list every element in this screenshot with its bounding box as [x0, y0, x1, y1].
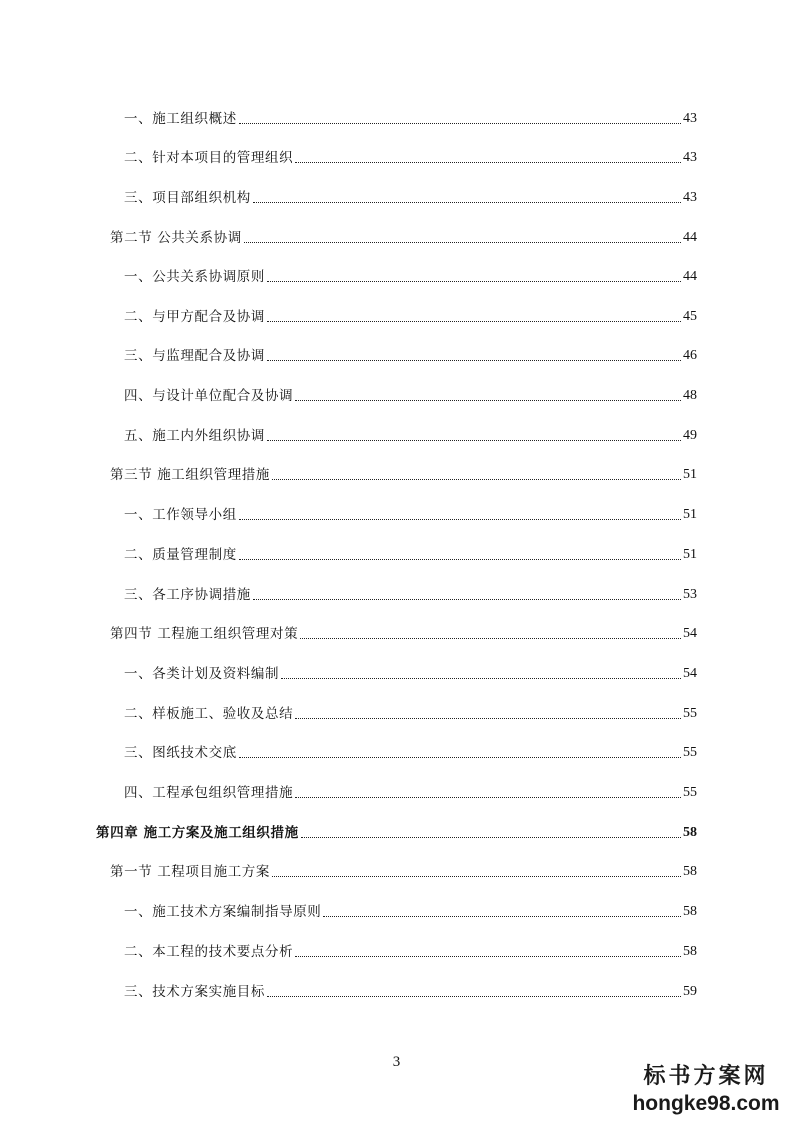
toc-entry-page: 51: [683, 547, 697, 562]
watermark-url: hongke98.com: [632, 1092, 780, 1115]
toc-leader-dots: [300, 638, 681, 639]
toc-leader-dots: [295, 718, 681, 719]
toc-entry[interactable]: [124, 738, 697, 762]
toc-entry-title: 一、各类计划及资料编制: [124, 666, 280, 682]
toc-entry[interactable]: [110, 619, 697, 643]
toc-entry-title: 二、本工程的技术要点分析: [124, 944, 294, 960]
toc-entry-title: 三、图纸技术交底: [124, 745, 237, 761]
toc-entry[interactable]: [110, 223, 697, 247]
toc-leader-dots: [295, 400, 681, 401]
toc-entry[interactable]: [124, 897, 697, 921]
toc-entry-page: 45: [683, 309, 697, 324]
toc-entry-page: 51: [683, 467, 697, 482]
watermark-title: 标书方案网: [643, 1063, 769, 1089]
toc-entry-page: 44: [683, 230, 697, 245]
toc-entry[interactable]: [96, 818, 697, 842]
toc-entry-page: 55: [683, 745, 697, 760]
toc-leader-dots: [295, 956, 681, 957]
toc-leader-dots: [253, 599, 681, 600]
toc-entry-title: 第二节 公共关系协调: [110, 230, 242, 246]
toc-entry[interactable]: [124, 937, 697, 961]
toc-entry[interactable]: [124, 183, 697, 207]
toc-leader-dots: [253, 202, 681, 203]
toc-entry[interactable]: [124, 104, 697, 128]
toc-entry-page: 58: [683, 825, 697, 840]
toc-entry-title: 三、项目部组织机构: [124, 190, 251, 206]
toc-entry[interactable]: [124, 421, 697, 445]
toc-entry-title: 四、与设计单位配合及协调: [124, 388, 294, 404]
toc-entry-page: 49: [683, 428, 697, 443]
toc-leader-dots: [281, 678, 681, 679]
toc-entry-title: 一、工作领导小组: [124, 507, 237, 523]
toc-entry-title: 四、工程承包组织管理措施: [124, 785, 294, 801]
toc-leader-dots: [267, 281, 681, 282]
toc-entry-title: 二、质量管理制度: [124, 547, 237, 563]
toc-entry-page: 44: [683, 269, 697, 284]
toc-entry-page: 53: [683, 587, 697, 602]
toc-leader-dots: [272, 479, 681, 480]
toc-entry-title: 三、与监理配合及协调: [124, 348, 265, 364]
toc-leader-dots: [239, 123, 681, 124]
toc-leader-dots: [239, 757, 681, 758]
toc-leader-dots: [267, 996, 681, 997]
toc-entry-page: 58: [683, 904, 697, 919]
toc-entry-title: 第四章 施工方案及施工组织措施: [96, 825, 299, 841]
toc-entry[interactable]: [124, 262, 697, 286]
toc-entry-page: 43: [683, 190, 697, 205]
toc-leader-dots: [295, 162, 681, 163]
toc-entry-title: 一、公共关系协调原则: [124, 269, 265, 285]
toc-entry-title: 二、与甲方配合及协调: [124, 309, 265, 325]
toc-leader-dots: [295, 797, 681, 798]
toc-entry-page: 48: [683, 388, 697, 403]
toc-leader-dots: [239, 559, 681, 560]
toc-entry[interactable]: [124, 580, 697, 604]
toc-entry-page: 54: [683, 626, 697, 641]
toc-entry[interactable]: [110, 857, 697, 881]
toc-entry-page: 58: [683, 944, 697, 959]
toc-entry-title: 一、施工组织概述: [124, 111, 237, 127]
toc-entry[interactable]: [124, 977, 697, 1001]
toc-leader-dots: [267, 440, 681, 441]
toc-leader-dots: [267, 321, 681, 322]
toc-entry[interactable]: [124, 143, 697, 167]
toc-entry-page: 58: [683, 864, 697, 879]
toc-entry[interactable]: [124, 659, 697, 683]
toc-leader-dots: [244, 242, 681, 243]
toc-entry[interactable]: [124, 302, 697, 326]
toc-leader-dots: [323, 916, 681, 917]
toc-entry-page: 51: [683, 507, 697, 522]
toc-entry-title: 三、各工序协调措施: [124, 587, 251, 603]
toc-entry-title: 一、施工技术方案编制指导原则: [124, 904, 322, 920]
toc-leader-dots: [272, 876, 681, 877]
page-number: 3: [392, 1054, 401, 1070]
toc-entry[interactable]: [124, 778, 697, 802]
toc-entry-title: 三、技术方案实施目标: [124, 984, 265, 1000]
toc-leader-dots: [301, 837, 681, 838]
toc-leader-dots: [239, 519, 681, 520]
toc-entry[interactable]: [110, 460, 697, 484]
toc-entry-page: 55: [683, 706, 697, 721]
toc-entry-title: 第四节 工程施工组织管理对策: [110, 626, 299, 642]
toc-entry[interactable]: [124, 500, 697, 524]
toc-entry[interactable]: [124, 381, 697, 405]
toc-entry-title: 第三节 施工组织管理措施: [110, 467, 270, 483]
watermark: [631, 1059, 781, 1116]
toc-entry-page: 54: [683, 666, 697, 681]
toc-entry[interactable]: [124, 341, 697, 365]
toc-entry-page: 59: [683, 984, 697, 999]
toc-entry-title: 第一节 工程项目施工方案: [110, 864, 270, 880]
toc-entry-page: 46: [683, 348, 697, 363]
toc-entry[interactable]: [124, 540, 697, 564]
toc-entry[interactable]: [124, 699, 697, 723]
toc-entry-page: 43: [683, 150, 697, 165]
toc-entry-title: 二、针对本项目的管理组织: [124, 150, 294, 166]
toc-leader-dots: [267, 360, 681, 361]
toc-entry-title: 二、样板施工、验收及总结: [124, 706, 294, 722]
toc-entry-page: 43: [683, 111, 697, 126]
toc-entry-title: 五、施工内外组织协调: [124, 428, 265, 444]
toc-entry-page: 55: [683, 785, 697, 800]
